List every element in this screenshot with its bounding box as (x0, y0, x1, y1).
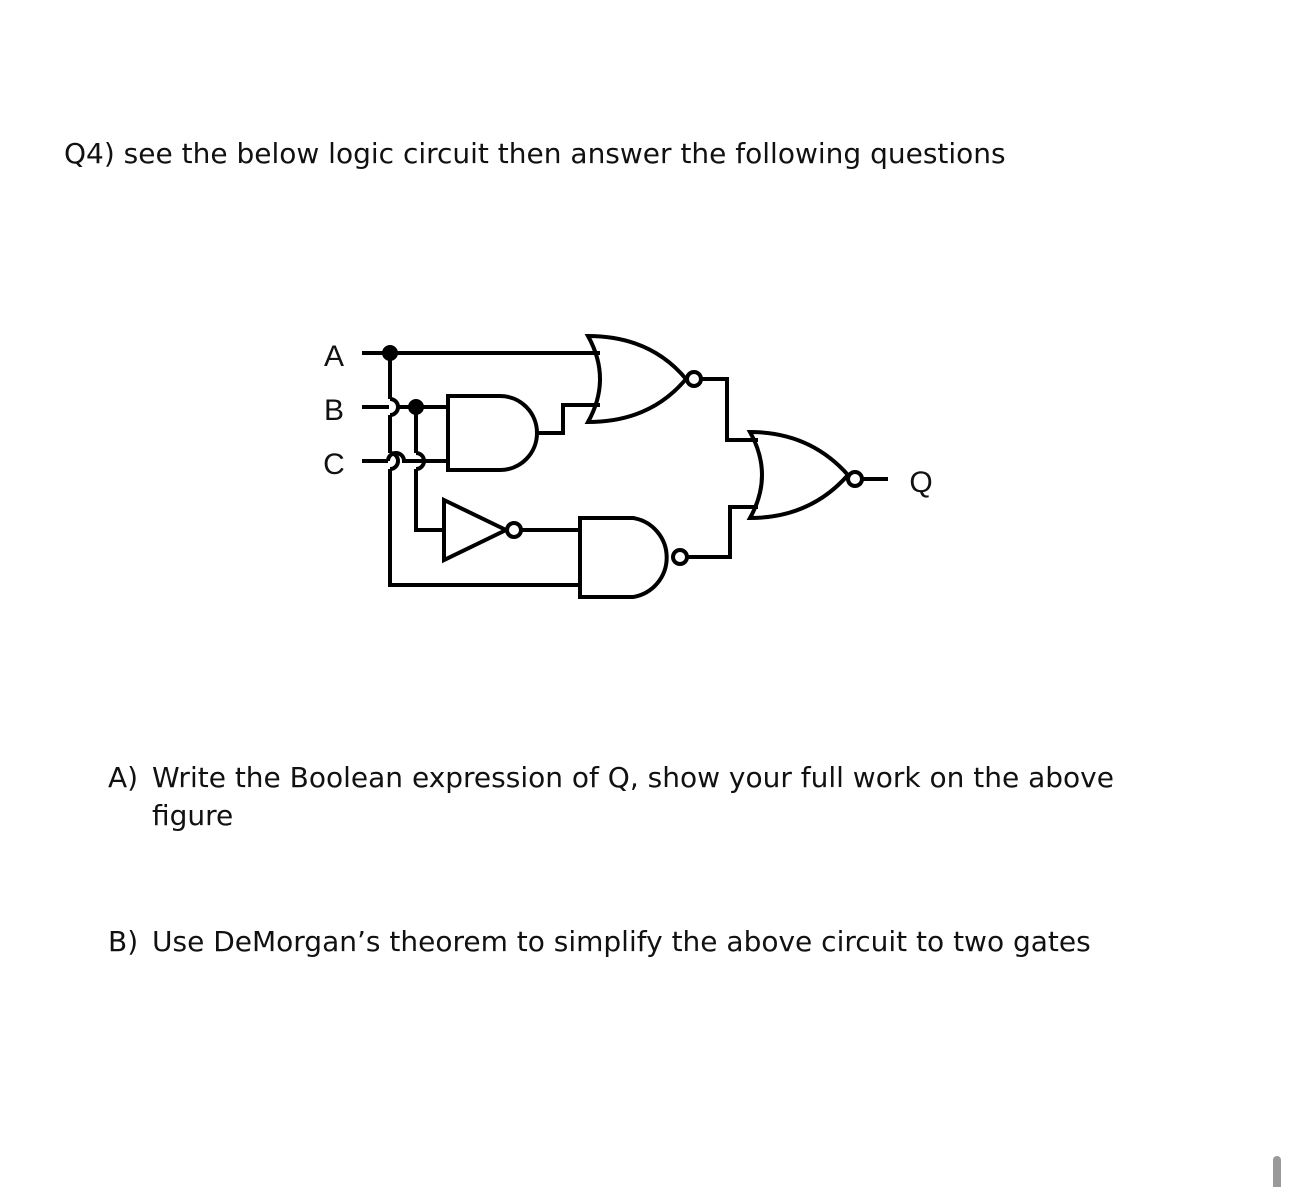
scrollbar-handle[interactable] (1273, 1156, 1281, 1187)
nor-gate-1 (588, 336, 686, 422)
nor2-bubble (848, 472, 862, 486)
question-title: Q4) see the below logic circuit then answer the following questions (64, 137, 1006, 170)
nand-bubble (673, 550, 687, 564)
subquestion-b-marker: B) (108, 925, 139, 958)
subquestion-b-text: Use DeMorgan’s theorem to simplify the above circuit to two gates (152, 925, 1091, 958)
not-bubble (507, 523, 521, 537)
subquestion-a-text: Write the Boolean expression of Q, show your full work on the above figure (152, 761, 1114, 832)
not-gate-b (444, 500, 506, 560)
junction-a (384, 347, 396, 359)
subquestion-b (108, 923, 1188, 961)
nand-gate (580, 518, 667, 597)
input-label-a: A (323, 340, 345, 373)
subquestion-a-marker: A) (108, 761, 139, 794)
wire-nand-to-nor2 (687, 507, 758, 557)
input-label-b: B (323, 394, 345, 427)
hop-a-b (390, 399, 398, 415)
output-label-q: Q (909, 466, 933, 499)
nor1-bubble (687, 372, 701, 386)
junction-b (410, 401, 422, 413)
input-label-c: C (323, 448, 345, 481)
nor-gate-2 (750, 432, 848, 518)
subquestion-a (108, 759, 1188, 835)
and-gate-bc (448, 396, 537, 470)
